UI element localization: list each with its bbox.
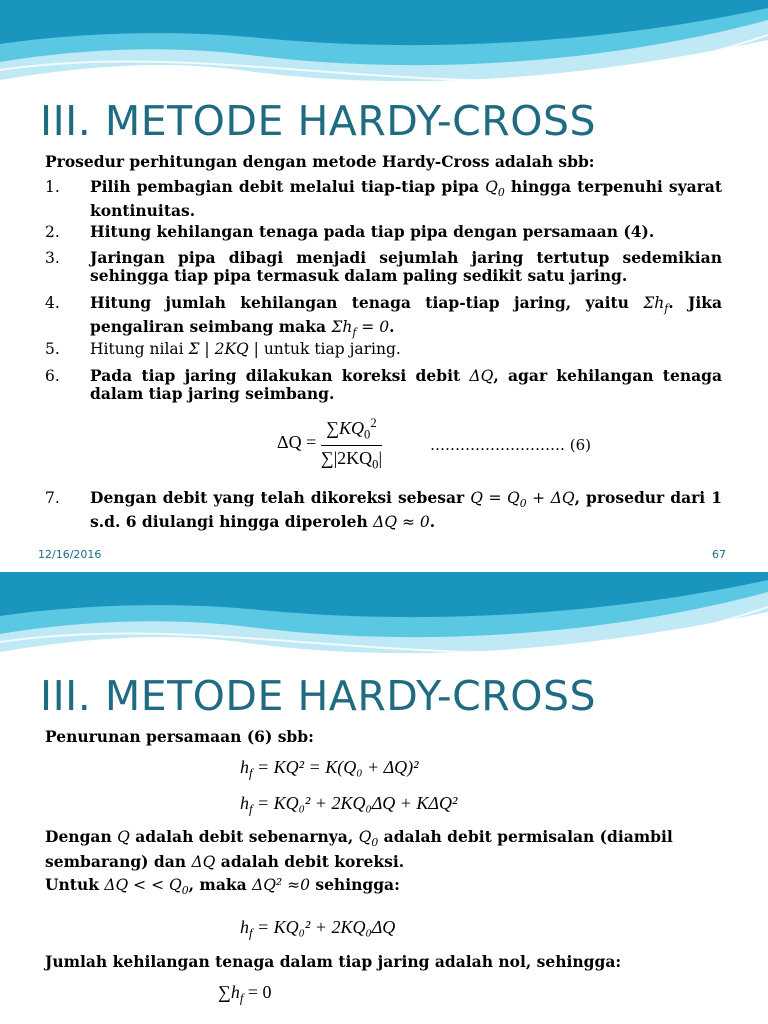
sum-text: Jumlah kehilangan tenaga dalam tiap jaring adalah nol, sehingga: xyxy=(45,952,622,971)
footer-page-number: 67 xyxy=(712,548,726,561)
definition-text: Dengan Q adalah debit sebenarnya, $Q_0$ adalah debit permisalan (diambil sembarang) dan ΔQ adalah debit koreksi. xyxy=(45,827,673,872)
wave-header-decoration xyxy=(0,572,768,667)
step-number: 1. xyxy=(45,178,60,196)
step-text: Hitung kehilangan tenaga pada tiap pipa dengan persamaan (4). xyxy=(90,222,655,241)
step-number: 5. xyxy=(45,340,60,358)
step-text: Dengan debit yang telah dikoreksi sebesar $Q = Q_0 + \Delta Q$, prosedur dari 1 s.d. 6 diulangi hingga diperoleh ΔQ ≈ 0. xyxy=(90,488,722,532)
equation-sum-hf: $\sum h_f = 0$ xyxy=(218,982,272,1006)
step-text: Pilih pembagian debit melalui tiap-tiap pipa $Q_0$ hingga terpenuhi syarat kontinuitas. xyxy=(90,177,722,221)
footer-date: 12/16/2016 xyxy=(38,548,102,561)
step-number: 2. xyxy=(45,223,60,241)
slide-title: III. METODE HARDY-CROSS xyxy=(40,672,597,720)
step-number: 6. xyxy=(45,367,60,385)
equation-hf-1: $h_f = KQ^2 = K(Q_0 + \Delta Q)^2$ xyxy=(240,757,419,781)
step-text: Jaringan pipa dibagi menjadi sejumlah jaring tertutup sedemikian sehingga tiap pipa termasuk dalam paling sedikit satu jaring. xyxy=(90,248,722,285)
slide-title: III. METODE HARDY-CROSS xyxy=(40,97,597,145)
equation-reference: ……………………… (6) xyxy=(430,436,592,454)
wave-header-decoration xyxy=(0,0,768,95)
intro-text: Prosedur perhitungan dengan metode Hardy-Cross adalah sbb: xyxy=(45,152,595,171)
equation-hf-2: $h_f = KQ_0^2 + 2KQ_0\Delta Q + K\Delta Q^2$ xyxy=(240,793,458,817)
equation-6: ΔQ = $\frac{\sum KQ_0^2}{\sum|2KQ_0|}$ xyxy=(277,416,383,472)
approximation-text: Untuk ΔQ < < $Q_0$, maka ΔQ² ≈0 sehingga: xyxy=(45,875,400,898)
step-number: 3. xyxy=(45,249,60,267)
intro-text: Penurunan persamaan (6) sbb: xyxy=(45,727,314,746)
step-number: 4. xyxy=(45,294,60,312)
step-number: 7. xyxy=(45,489,60,507)
equation-hf-3: $h_f = KQ_0^2 + 2KQ_0\Delta Q$ xyxy=(240,917,396,941)
slide-68 xyxy=(0,572,768,1024)
step-text: Hitung nilai Σ | 2KQ | untuk tiap jaring. xyxy=(90,340,401,358)
step-text: Hitung jumlah kehilangan tenaga tiap-tiap jaring, yaitu $\Sigma h_f$. Jika pengaliran seimbang maka $\Sigma h_f = 0$. xyxy=(90,293,722,340)
step-text: Pada tiap jaring dilakukan koreksi debit ΔQ, agar kehilangan tenaga dalam tiap jaring seimbang. xyxy=(90,366,723,403)
